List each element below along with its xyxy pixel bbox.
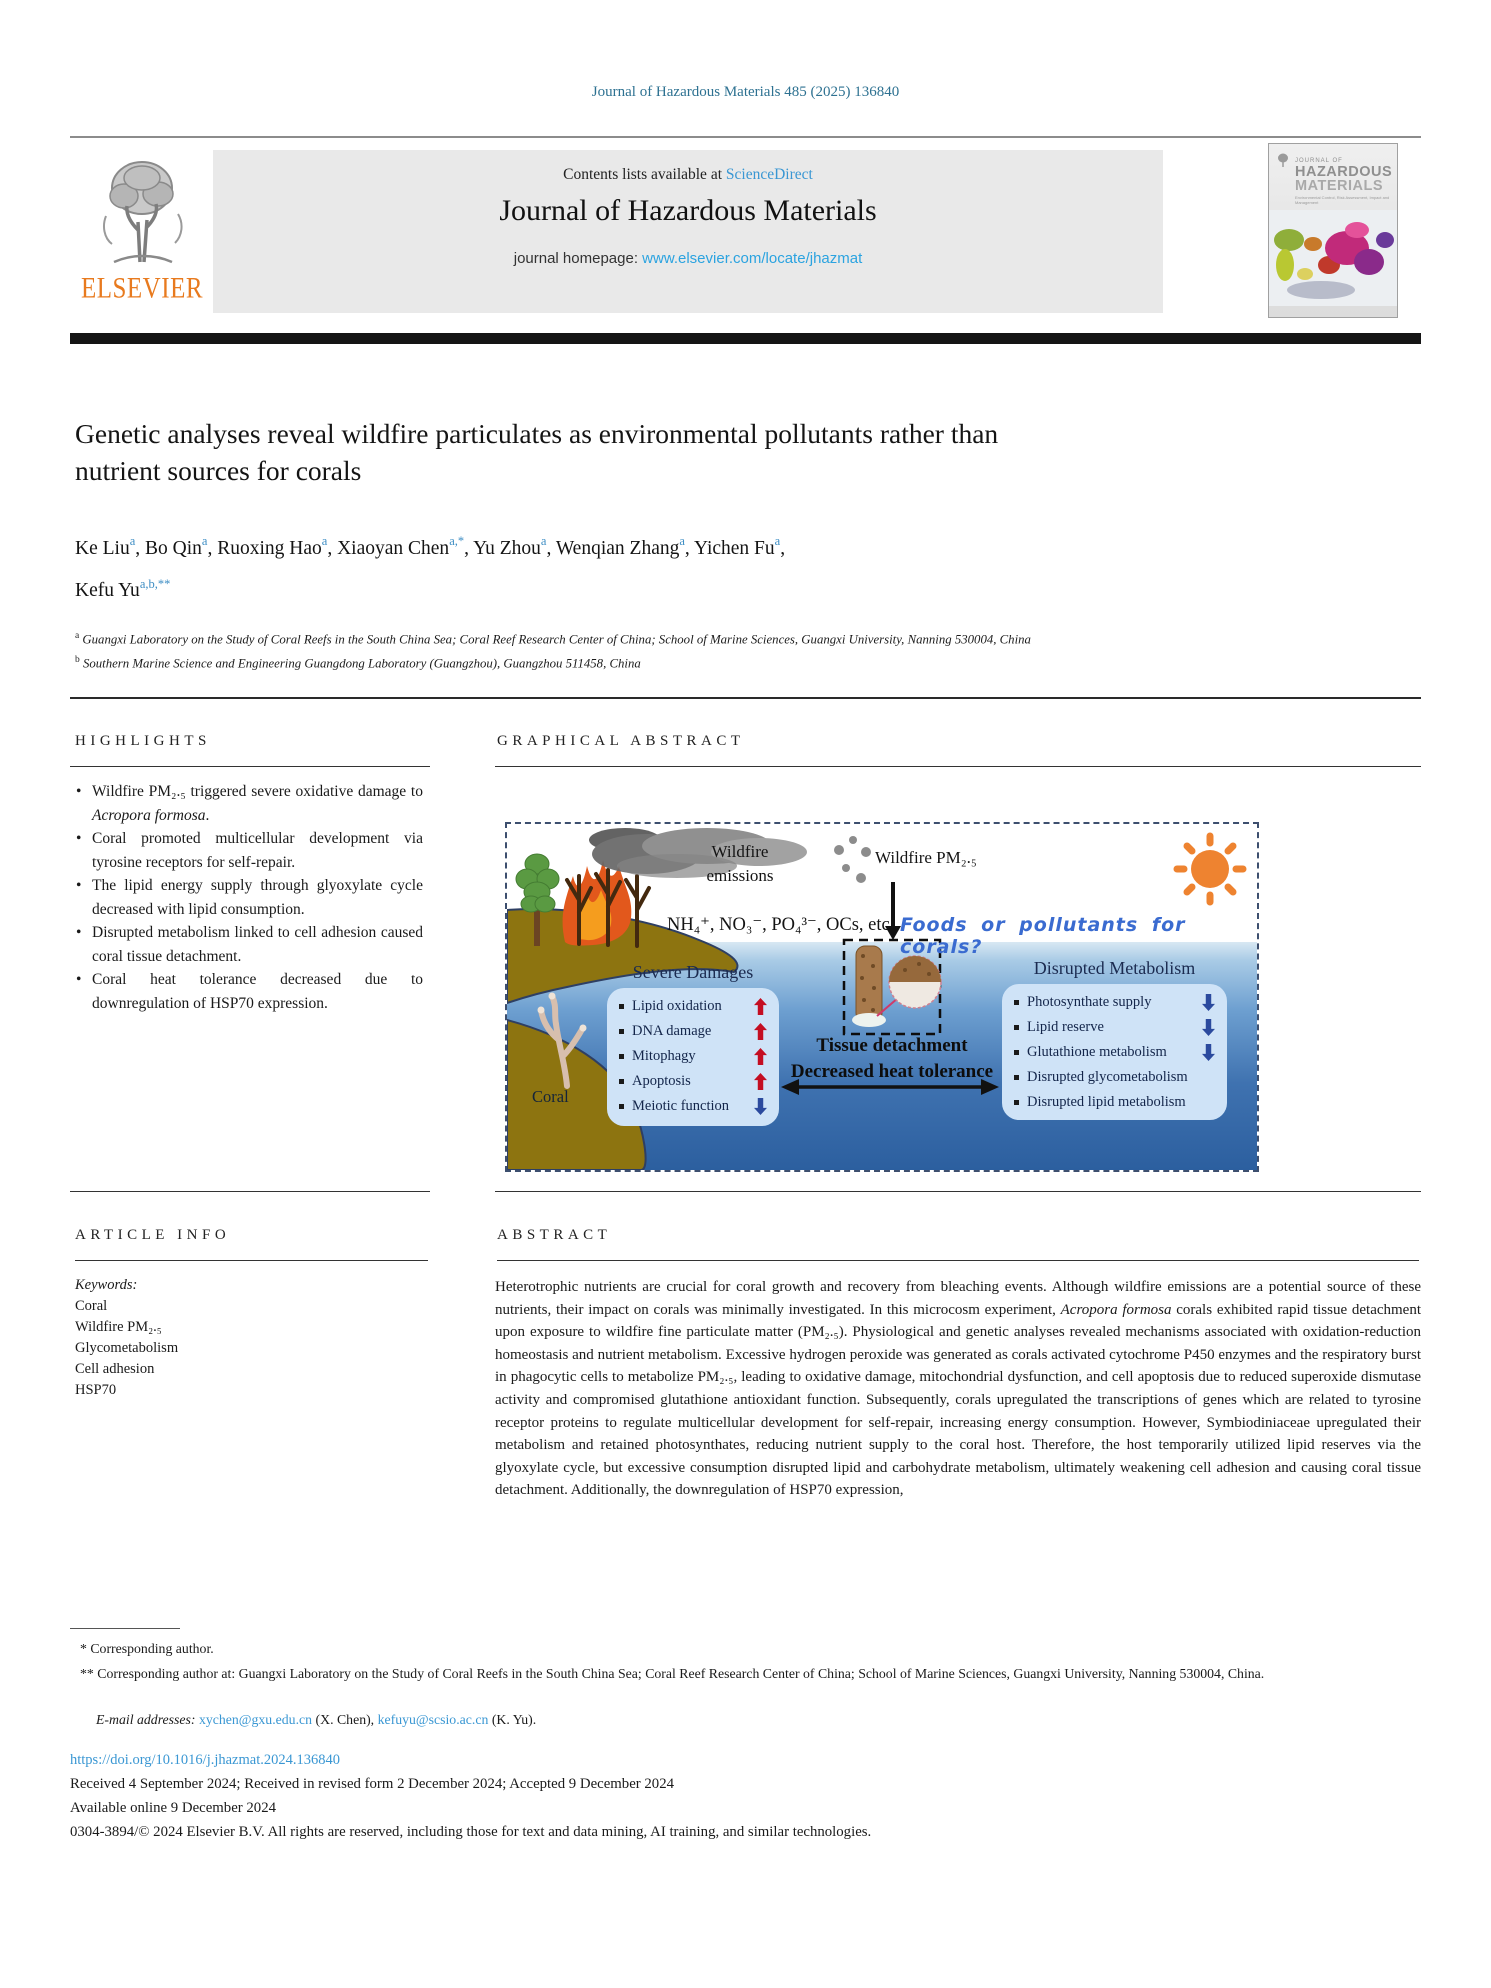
foods-or-pollutants-question: Foods or pollutants for corals? — [900, 914, 1186, 958]
highlights-list — [75, 780, 423, 1015]
sun-icon — [1177, 836, 1243, 902]
bullet-square-icon — [1014, 1000, 1019, 1005]
decreased-heat-tolerance-label: Decreased heat tolerance — [790, 1061, 994, 1082]
severe-damage-item: Apoptosis — [607, 1069, 779, 1094]
trend-arrow-icon — [1202, 1019, 1215, 1036]
bullet-square-icon — [1014, 1100, 1019, 1105]
wildfire-pm-label: Wildfire PM₂.₅ — [875, 848, 977, 867]
author-affiliation-sup: a — [201, 534, 208, 548]
disrupted-metabolism-item: Disrupted glycometabolism — [1002, 1065, 1227, 1090]
bullet-square-icon — [619, 1029, 624, 1034]
disrupted-metabolism-box — [1002, 984, 1227, 1120]
contents-line — [213, 166, 1163, 184]
keywords-block — [75, 1275, 415, 1401]
trend-arrow-icon — [754, 1073, 767, 1090]
highlight-item: • Coral promoted multicellular development via tyrosine receptors for self-repair. — [75, 827, 423, 874]
severe-damage-item: DNA damage — [607, 1019, 779, 1044]
journal-citation: Journal of Hazardous Materials 485 (2025) 136840 — [591, 84, 900, 100]
author-affiliation-sup: a — [540, 534, 547, 548]
abstract-top-rule — [495, 1191, 1421, 1192]
trend-arrow-icon — [754, 1048, 767, 1065]
keyword: HSP70 — [75, 1382, 117, 1398]
highlight-item: • Wildfire PM₂.₅ triggered severe oxidative damage to Acropora formosa. — [75, 780, 423, 827]
detached-tissue-graphic — [852, 1013, 886, 1027]
author: Yichen Fu$^a$, — [693, 534, 786, 559]
tissue-magnified-inset-icon — [889, 956, 941, 1008]
author-affiliation-sup: a — [679, 534, 685, 548]
article-info-rule — [75, 1260, 428, 1261]
doi-link[interactable]: https://doi.org/10.1016/j.jhazmat.2024.136840 — [70, 1752, 340, 1768]
author-affiliation-sup: a,* — [449, 534, 465, 548]
header-divider — [70, 136, 1421, 138]
disrupted-metabolism-item: Disrupted lipid metabolism — [1002, 1090, 1227, 1115]
masthead-bottom-bar — [70, 333, 1421, 344]
highlight-item: • Disrupted metabolism linked to cell adhesion caused coral tissue detachment. — [75, 921, 423, 968]
severe-damage-item: Meiotic function — [607, 1094, 779, 1119]
bullet-square-icon — [619, 1104, 624, 1109]
contents-prefix: Contents lists available at — [563, 166, 726, 183]
bullet-square-icon — [1014, 1025, 1019, 1030]
severe-damages-box — [607, 988, 779, 1126]
author: Kefu $Yu^{a,b,**}$ — [75, 576, 171, 601]
masthead-journal-title: Journal of Hazardous Materials — [499, 194, 877, 227]
wildfire-emissions-label: Wildfire emissions — [706, 842, 774, 885]
bullet-square-icon — [619, 1054, 624, 1059]
homepage-line — [213, 250, 1163, 267]
graphical-abstract-figure — [505, 822, 1259, 1172]
highlights-rule — [70, 766, 430, 767]
trend-arrow-icon — [1202, 994, 1215, 1011]
elsevier-logo — [72, 150, 212, 312]
abstract-rule — [497, 1260, 1419, 1261]
email-label: E-mail addresses: — [96, 1712, 196, 1727]
email-link-xchen[interactable]: xychen@gxu.edu.cn — [198, 1712, 313, 1727]
author-affiliation-sup: a — [321, 534, 328, 548]
cover-title-1: HAZARDOUS — [1295, 164, 1393, 180]
author: Xiaoyan Chen$^{a,*}$, — [337, 534, 474, 559]
copyright-line: 0304-3894/© 2024 Elsevier B.V. All rights are reserved, including those for text and data mining, AI training, and similar technologies. — [70, 1824, 872, 1840]
author: Ke Liu$^a$, — [75, 534, 146, 559]
affiliation-a: $^a$ Guangxi Laboratory on the Study of Coral Reefs in the South China Sea; Coral Reef Research Center of China; School of Marine Sciences, Guangxi University, Nanning 530004, China — [75, 631, 1031, 647]
elsevier-tree-icon — [92, 150, 192, 270]
trend-arrow-icon — [754, 1023, 767, 1040]
graphical-abstract-rule — [495, 766, 1421, 767]
bullet-square-icon — [1014, 1075, 1019, 1080]
abstract-text: Heterotrophic nutrients are crucial for coral growth and recovery from bleaching events. Although wildfire emissions are a potential source of these nutrients, their impact on corals was minimally investigated. In this microcosm experiment, Acropora formosa corals exhibited rapid tissue detachment upon exposure to wildfire fine particulate matter (PM₂.₅). Physiological and genetic analyses revealed mechanisms associated with oxidation-reduction homeostasis and nutrient metabolism. Excessive hydrogen peroxide was generated as corals activated cytochrome P450 enzymes and the respiratory burst in phagocytic cells to metabolize PM₂.₅, leading to oxidative damage, mitochondrial dysfunction, and cell apoptosis due to reduced superoxide dismutase activity and compromised glutathione antioxidant function. Subsequently, corals upregulated the transcriptions of genes which are related to tyrosine receptor proteins to regulate multicellular development for self-repair, increasing energy consumption. However, Symbiodiniaceae upregulated their metabolism and retained photosynthates, reducing nutrient supply to the coral host. Therefore, the host temporarily utilized lipid reserves via the glyoxylate cycle, but excessive consumption disrupted lipid and carbohydrate metabolism, ultimately weakening cell adhesion and causing coral tissue detachment. Additionally, the downregulation of HSP70 expression, — [495, 1279, 1422, 1499]
bullet-square-icon — [1014, 1050, 1019, 1055]
trend-arrow-icon — [754, 1098, 767, 1115]
disrupted-metabolism-item: Glutathione metabolism — [1002, 1040, 1227, 1065]
author-list — [75, 524, 1055, 609]
disrupted-metabolism-item: Lipid reserve — [1002, 1015, 1227, 1040]
author-affiliation-sup: a,b,** — [139, 576, 171, 591]
trend-arrow-icon — [754, 998, 767, 1015]
homepage-prefix: journal homepage: — [513, 250, 643, 267]
severe-damage-item: Mitophagy — [607, 1044, 779, 1069]
disrupted-metabolism-title: Disrupted Metabolism — [1033, 958, 1196, 978]
sciencedirect-link[interactable]: ScienceDirect — [725, 166, 813, 183]
journal-cover-thumbnail[interactable] — [1268, 143, 1398, 318]
highlight-item: • Coral heat tolerance decreased due to downregulation of HSP70 expression. — [75, 968, 423, 1015]
coral-label: Coral — [532, 1087, 569, 1106]
cover-subtitle: Environmental Control, Risk Assessment, Impact and Management — [1295, 195, 1390, 205]
received-dates: Received 4 September 2024; Received in revised form 2 December 2024; Accepted 9 December 2024 — [70, 1776, 674, 1792]
journal-homepage-link[interactable]: www.elsevier.com/locate/jhazmat — [642, 250, 863, 267]
highlights-heading: HIGHLIGHTS — [75, 733, 211, 749]
abstract-heading: ABSTRACT — [497, 1227, 612, 1243]
cover-journal-of: JOURNAL OF — [1295, 158, 1343, 164]
author: Bo Qin$^a$, — [145, 534, 218, 559]
affiliation-b: $^b$ Southern Marine Science and Engineering Guangdong Laboratory (Guangzhou), Guangzhou 511458, China — [75, 654, 641, 671]
keyword: Wildfire PM₂.₅ — [75, 1319, 162, 1335]
author: Wenqian Zhang$^a$, — [555, 534, 694, 559]
corresponding-author-note: * Corresponding author. — [80, 1641, 214, 1656]
footnote-rule — [70, 1628, 180, 1629]
corresponding-author-note-2: ** Corresponding author at: Guangxi Laboratory on the Study of Coral Reefs in the South China Sea; Coral Reef Research Center of China; School of Marine Sciences, Guangxi University, Nanning 530004, China. — [80, 1666, 1265, 1681]
article-title: Genetic analyses reveal wildfire particulates as environmental pollutants rather than nutrient sources for corals — [75, 418, 999, 486]
bullet-square-icon — [619, 1004, 624, 1009]
trend-arrow-icon — [1202, 1044, 1215, 1061]
author-affiliation-sup: a — [774, 534, 781, 548]
keywords-label: Keywords: — [75, 1277, 138, 1293]
section-divider — [70, 697, 1421, 699]
cover-elsevier-mark-icon — [1276, 152, 1290, 168]
affiliations — [75, 628, 1095, 676]
disrupted-metabolism-item: Photosynthate supply — [1002, 990, 1227, 1015]
keyword: Glycometabolism — [75, 1340, 179, 1356]
pm-particles-icon — [834, 836, 871, 883]
severe-damages-title: Severe Damages — [632, 962, 754, 982]
author: Ruoxing Hao$^a$, — [217, 534, 338, 559]
graphical-abstract-heading: GRAPHICAL ABSTRACT — [497, 733, 745, 749]
tissue-detachment-label: Tissue detachment — [816, 1035, 968, 1056]
bullet-square-icon — [619, 1079, 624, 1084]
article-info-top-rule — [70, 1191, 430, 1192]
cover-world-map-graphic — [1269, 210, 1397, 306]
keyword: Cell adhesion — [75, 1361, 155, 1377]
highlight-item: • The lipid energy supply through glyoxylate cycle decreased with lipid consumption. — [75, 874, 423, 921]
article-info-heading: ARTICLE INFO — [75, 1227, 231, 1243]
available-online: Available online 9 December 2024 — [70, 1800, 276, 1816]
cover-title-2: MATERIALS — [1295, 178, 1384, 194]
author-affiliation-sup: a — [129, 534, 136, 548]
masthead — [213, 150, 1163, 313]
severe-damage-item: Lipid oxidation — [607, 994, 779, 1019]
email-link-kyu[interactable]: kefuyu@scsio.ac.cn — [377, 1712, 489, 1727]
email-addresses-line: E-mail addresses: xychen@gxu.edu.cn (X. Chen), kefuyu@scsio.ac.cn (K. Yu). — [96, 1712, 537, 1727]
elsevier-wordmark: ELSEVIER — [80, 272, 204, 305]
author: Yu Zhou$^a$, — [473, 534, 556, 559]
chemicals-label: NH₄⁺, NO₃⁻, PO₄³⁻, OCs, etc — [667, 915, 890, 935]
keyword: Coral — [75, 1298, 108, 1314]
burnt-trees-icon — [567, 870, 649, 946]
